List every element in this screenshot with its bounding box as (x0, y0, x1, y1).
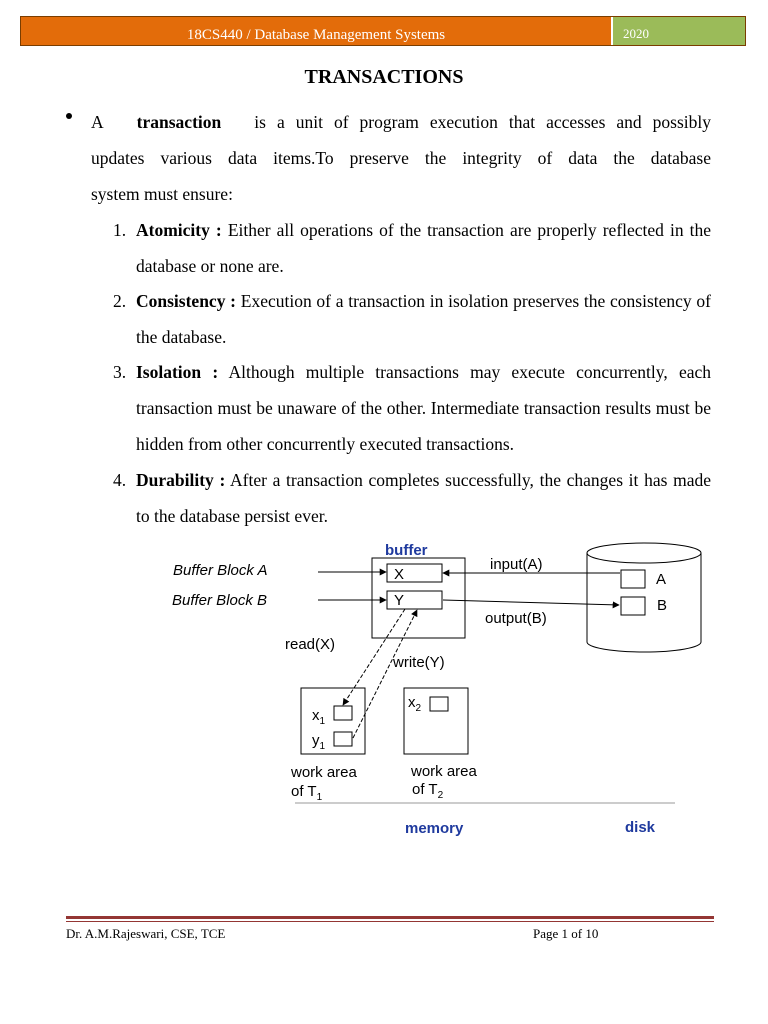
property-text: Although multiple transactions may execute concurrently, each transaction must be unaware of the other. Intermediate transaction results must be hidden from other concurrently executed transactions. (136, 362, 712, 454)
intro-line-2: updates various data items.To preserve the integrity of data the database (91, 148, 711, 168)
bullet-icon (66, 113, 72, 119)
buffer-block-a-label: Buffer Block A (173, 562, 268, 579)
input-label: input(A) (490, 556, 543, 573)
work-area-t2-label: work area (411, 763, 477, 780)
buffer-block-b-label: Buffer Block B (172, 592, 268, 609)
intro-line1-rest: is a unit of program execution that accesses and possibly (254, 112, 712, 132)
work-area-t1-label: work area (291, 764, 357, 781)
page-title: TRANSACTIONS (304, 66, 464, 88)
disk-top (587, 543, 701, 563)
property-consistency (136, 283, 711, 355)
footer-page: Page 1 of 10 (533, 926, 599, 941)
property-term: Isolation : (136, 362, 219, 382)
buffer-label: buffer (385, 542, 428, 559)
property-text: Execution of a transaction in isolation preserves the consistency of the database. (136, 291, 711, 347)
of-t1-label: of $T_1$ (291, 783, 323, 803)
intro-prefix: A (91, 112, 104, 132)
x1-label: $x_1$ (312, 707, 326, 727)
property-atomicity (136, 212, 711, 284)
work-area-t1 (301, 688, 365, 754)
footer-rule-thin (66, 921, 714, 922)
list-number-4: 4. (113, 470, 127, 490)
intro-line-1 (91, 104, 711, 140)
footer-author: Dr. A.M.Rajeswari, CSE, TCE (66, 926, 226, 941)
list-number-3: 3. (113, 362, 127, 382)
x2-cell (430, 697, 448, 711)
output-label: output(B) (485, 610, 547, 627)
buffer-diagram (0, 530, 768, 850)
x2-label: $x_2$ (408, 694, 422, 714)
property-text: Either all operations of the transaction are properly reflected in the database or none are. (136, 220, 712, 276)
of-t2-label: of $T_2$ (412, 781, 444, 801)
list-number-2: 2. (113, 291, 127, 311)
property-term: Durability : (136, 470, 226, 490)
output-arrow (443, 600, 619, 605)
intro-line-3: system must ensure: (91, 184, 233, 204)
buffer-y-label: Y (394, 592, 405, 609)
disk-cylinder (587, 553, 701, 652)
buffer-box (372, 558, 465, 638)
property-text: After a transaction completes successfully, the changes it has made to the database persist ever. (136, 470, 711, 526)
buffer-x-label: X (394, 566, 405, 583)
x1-cell (334, 706, 352, 720)
disk-label: disk (625, 819, 656, 836)
read-label: read(X) (285, 636, 336, 653)
intro-term: transaction (136, 112, 222, 132)
disk-b-label: B (657, 597, 668, 614)
property-durability (136, 462, 711, 534)
y1-label: $y_1$ (312, 732, 326, 752)
write-arrow (353, 610, 417, 738)
property-isolation (136, 354, 711, 462)
y1-cell (334, 732, 352, 746)
memory-label: memory (405, 820, 464, 837)
property-term: Consistency : (136, 291, 237, 311)
write-label: write(Y) (393, 654, 445, 671)
header-year: 2020 (613, 17, 745, 45)
list-number-1: 1. (113, 220, 127, 240)
property-term: Atomicity : (136, 220, 222, 240)
page-header (20, 16, 746, 46)
disk-a-label: A (656, 571, 667, 588)
intro-paragraph (91, 104, 711, 212)
disk-block-a (621, 570, 645, 588)
disk-block-b (621, 597, 645, 615)
footer-rule (66, 916, 714, 919)
header-course: 18CS440 / Database Management Systems (21, 17, 613, 45)
